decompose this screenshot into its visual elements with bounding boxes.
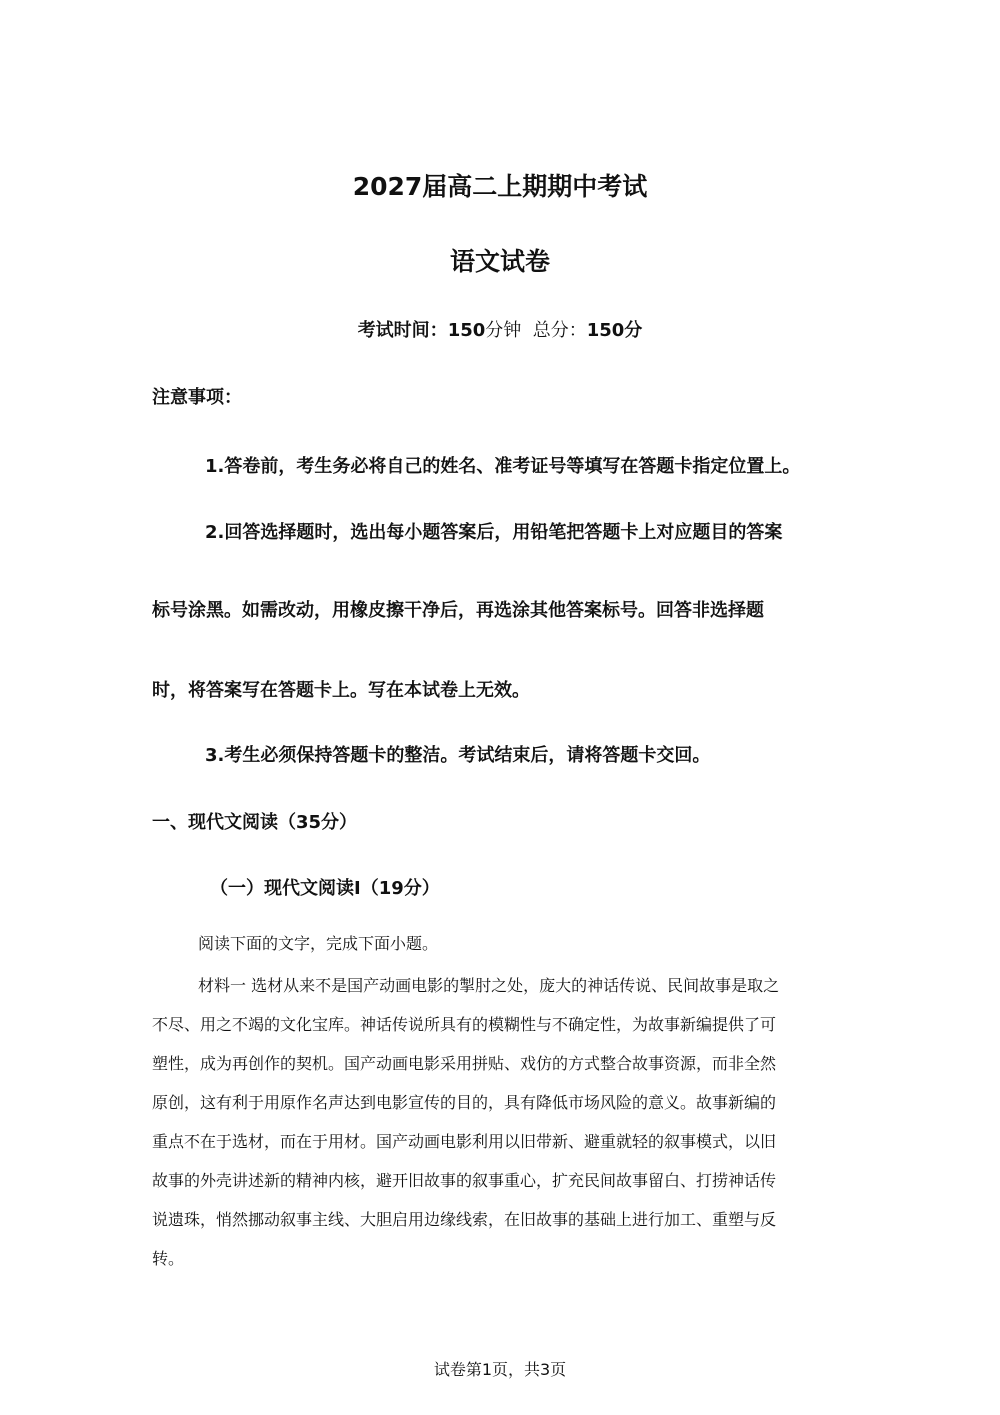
material-line: 故事的外壳讲述新的精神内核，避开旧故事的叙事重心，扩充民间故事留白、打捞神话传 <box>152 1171 777 1190</box>
exam-meta <box>0 316 1000 342</box>
material-line: 说遗珠，悄然挪动叙事主线、大胆启用边缘线索，在旧故事的基础上进行加工、重塑与反 <box>152 1210 777 1229</box>
exam-time-value: 150 <box>447 320 486 341</box>
material-line: 转。 <box>152 1249 185 1268</box>
notice-item-3: 3.考生必须保持答题卡的整洁。考试结束后，请将答题卡交回。 <box>205 745 711 766</box>
section-heading: 一、现代文阅读（35分） <box>152 812 358 833</box>
notice-item-2-line-1: 2.回答选择题时，选出每小题答案后，用铅笔把答题卡上对应题目的答案 <box>205 522 783 543</box>
material-line: 材料一 选材从来不是国产动画电影的掣肘之处，庞大的神话传说、民间故事是取之 <box>198 976 780 995</box>
material-line: 塑性，成为再创作的契机。国产动画电影采用拼贴、戏仿的方式整合故事资源，而非全然 <box>152 1054 777 1073</box>
material-line: 重点不在于选材，而在于用材。国产动画电影利用以旧带新、避重就轻的叙事模式，以旧 <box>152 1132 777 1151</box>
notice-item-2-line-3: 时，将答案写在答题卡上。写在本试卷上无效。 <box>152 680 530 701</box>
page-footer: 试卷第1页，共3页 <box>433 1360 567 1379</box>
exam-subtitle: 语文试卷 <box>449 247 550 276</box>
total-score-value: 150分 <box>586 320 643 341</box>
total-score-label: 总分： <box>532 320 587 341</box>
exam-time-unit: 分钟 <box>485 320 522 341</box>
material-line: 原创，这有利于用原作名声达到电影宣传的目的，具有降低市场风险的意义。故事新编的 <box>152 1093 777 1112</box>
exam-time-label: 考试时间： <box>357 320 448 341</box>
subsection-heading: （一）现代文阅读Ⅰ（19分） <box>210 878 440 899</box>
material-line: 不尽、用之不竭的文化宝库。神话传说所具有的模糊性与不确定性，为故事新编提供了可 <box>152 1015 777 1034</box>
material-paragraph <box>152 966 852 1278</box>
exam-title: 2027届高二上期期中考试 <box>352 172 648 201</box>
notice-item-2-line-2: 标号涂黑。如需改动，用橡皮擦干净后，再选涂其他答案标号。回答非选择题 <box>152 600 764 621</box>
notice-item-1: 1.答卷前，考生务必将自己的姓名、准考证号等填写在答题卡指定位置上。 <box>205 456 801 477</box>
reading-instruction: 阅读下面的文字，完成下面小题。 <box>198 934 439 953</box>
notice-heading: 注意事项： <box>152 387 242 408</box>
